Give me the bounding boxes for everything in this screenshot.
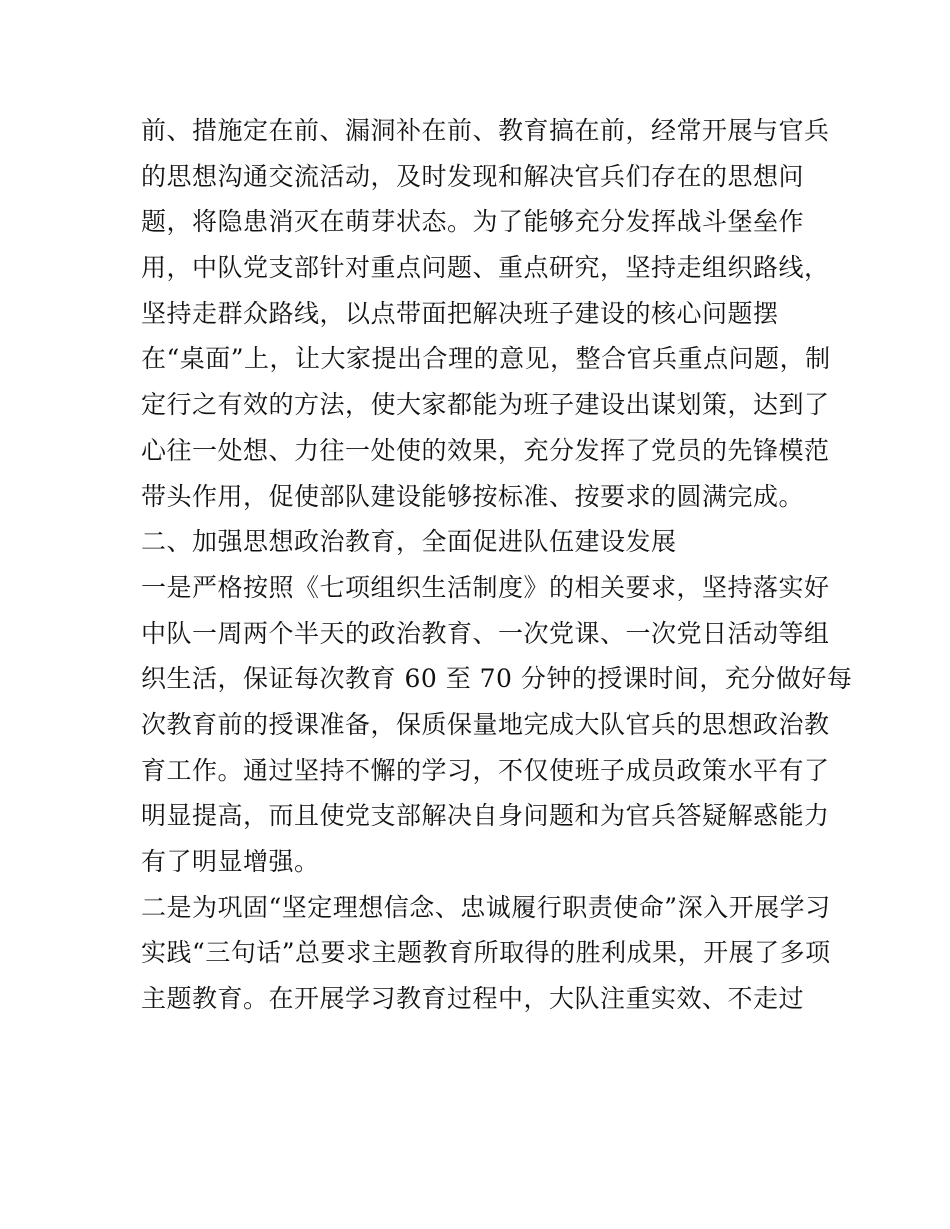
text-line: 主题教育。在开展学习教育过程中，大队注重实效、不走过 <box>141 984 805 1014</box>
text-line: 前、措施定在前、漏洞补在前、教育搞在前，经常开展与官兵 <box>141 116 830 145</box>
text-line: 织生活，保证每次教育 60 至 70 分钟的授课时间，充分做好每 <box>141 664 853 694</box>
text-line: 带头作用，促使部队建设能够按标准、按要求的圆满完成。 <box>141 481 805 511</box>
text-line: 定行之有效的方法，使大家都能为班子建设出谋划策，达到了 <box>141 390 830 420</box>
text-line: 有了明显增强。 <box>141 847 320 876</box>
text-line: 明显提高，而且使党支部解决自身问题和为官兵答疑解惑能力 <box>141 801 830 831</box>
text-line: 在“桌面”上，让大家提出合理的意见，整合官兵重点问题，制 <box>141 344 831 374</box>
text-line: 次教育前的授课准备，保质保量地完成大队官兵的思想政治教 <box>141 709 830 739</box>
text-line: 心往一处想、力往一处使的效果，充分发挥了党员的先锋模范 <box>141 435 830 465</box>
text-line: 中队一周两个半天的政治教育、一次党课、一次党日活动等组 <box>141 618 830 648</box>
text-line: 二是为巩固“坚定理想信念、忠诚履行职责使命”深入开展学习 <box>141 892 831 922</box>
text-line: 用，中队党支部针对重点问题、重点研究，坚持走组织路线， <box>141 253 830 283</box>
text-line: 实践“三句话”总要求主题教育所取得的胜利成果，开展了多项 <box>141 938 831 968</box>
text-line: 一是严格按照《七项组织生活制度》的相关要求，坚持落实好 <box>141 572 830 602</box>
document-body <box>141 108 853 1022</box>
text-line: 坚持走群众路线，以点带面把解决班子建设的核心问题摆 <box>141 298 779 328</box>
text-line: 的思想沟通交流活动，及时发现和解决官兵们存在的思想问 <box>141 161 805 191</box>
text-line: 题，将隐患消灭在萌芽状态。为了能够充分发挥战斗堡垒作 <box>141 207 805 237</box>
section-heading: 二、加强思想政治教育，全面促进队伍建设发展 <box>141 527 677 557</box>
text-line: 育工作。通过坚持不懈的学习，不仅使班子成员政策水平有了 <box>141 755 830 785</box>
